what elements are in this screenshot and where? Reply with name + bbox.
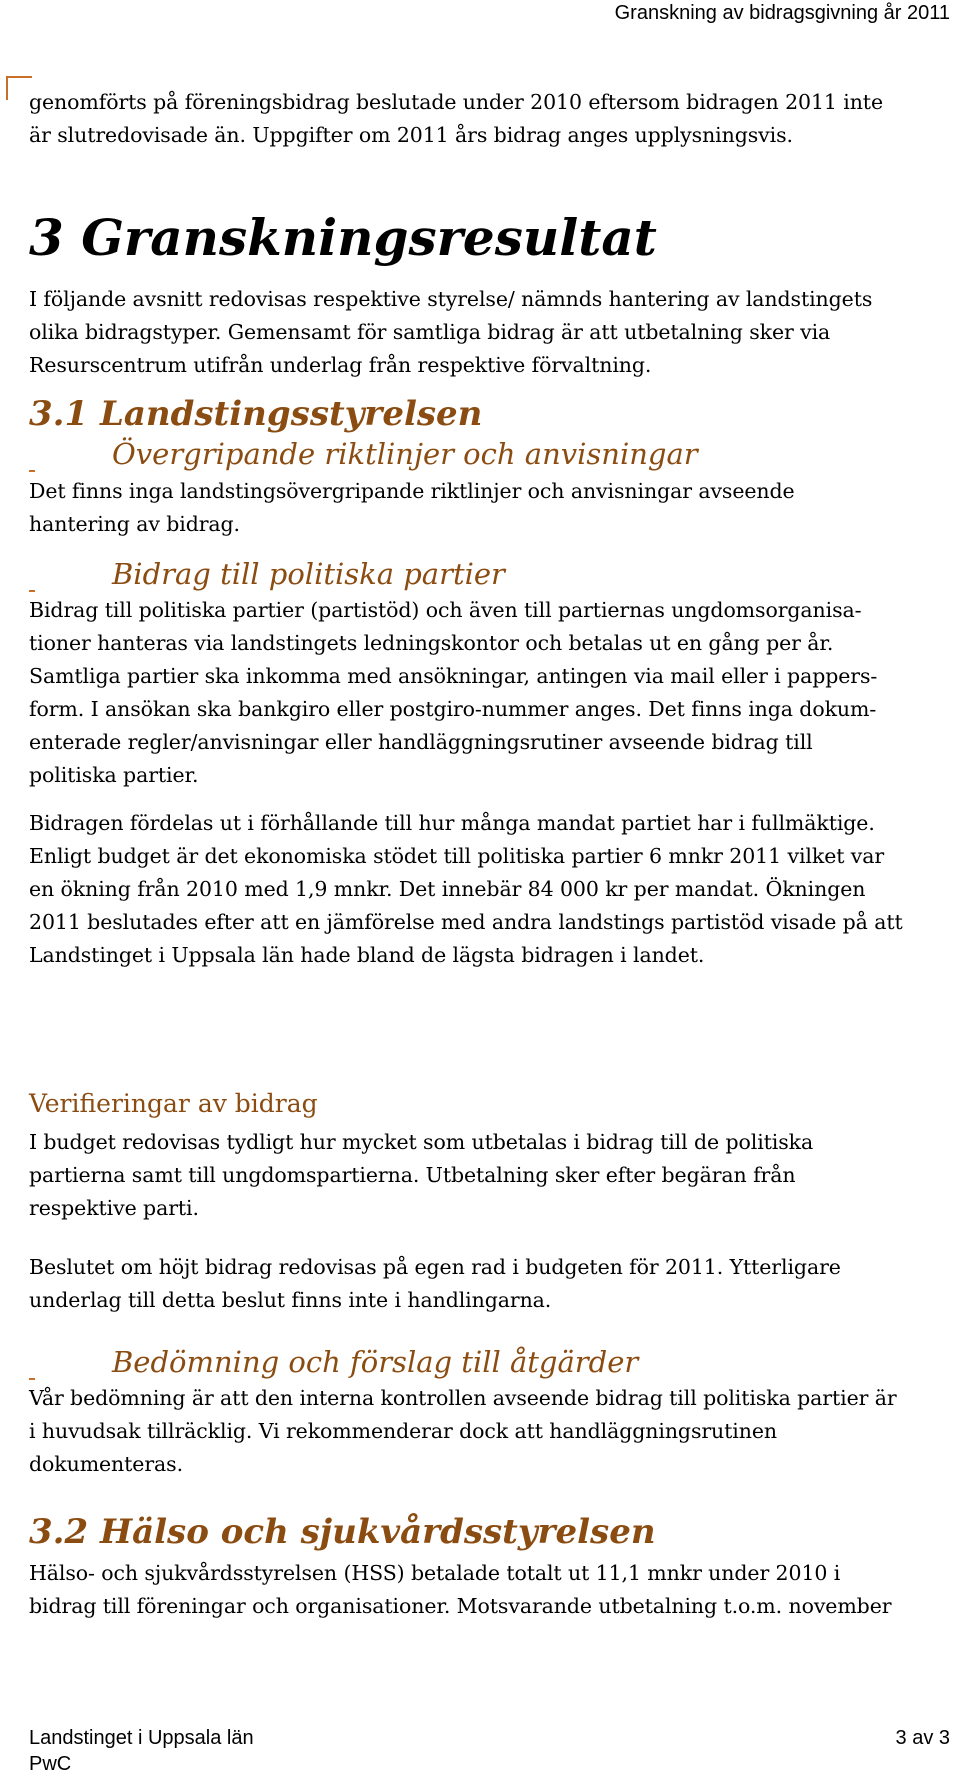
heading-text: Bedömning och förslag till åtgärder [112, 1345, 639, 1379]
subsection-bedomning [29, 1342, 959, 1382]
paragraph-line: Enligt budget är det ekonomiska stödet till politiska partier 6 mnkr 2011 vilket var [29, 844, 885, 868]
section-3-2 [29, 1510, 959, 1554]
heading-marker [29, 470, 35, 472]
footer-organization: Landstinget i Uppsala län [29, 1727, 254, 1749]
paragraph-line: hantering av bidrag. [29, 512, 240, 536]
intro-paragraph [29, 86, 959, 152]
section-3-heading: 3 Granskningsresultat [29, 208, 657, 267]
partier-paragraph-1 [29, 594, 959, 792]
verifieringar-heading: Verifieringar av bidrag [29, 1089, 318, 1118]
paragraph-line: Det finns inga landstingsövergripande riktlinjer och anvisningar avseende [29, 479, 795, 503]
footer-page-number: 3 av 3 [895, 1727, 950, 1749]
subsection-partier-heading [29, 554, 959, 594]
heading-marker [29, 1378, 35, 1380]
intro-line: är slutredovisade än. Uppgifter om 2011 års bidrag anges upplysningsvis. [29, 123, 793, 147]
paragraph-line: dokumenteras. [29, 1452, 183, 1476]
section-3 [29, 208, 959, 268]
bedomning-paragraph [29, 1382, 959, 1481]
subsection-partier [29, 554, 959, 594]
paragraph-line: Hälso- och sjukvårdsstyrelsen (HSS) betalade totalt ut 11,1 mnkr under 2010 i [29, 1561, 841, 1585]
section-3-1-heading: 3.1 Landstingsstyrelsen [29, 394, 483, 434]
paragraph-line: respektive parti. [29, 1196, 199, 1220]
page-footer [29, 1727, 950, 1750]
paragraph-line: form. I ansökan ska bankgiro eller postgiro-nummer anges. Det finns inga dokum- [29, 697, 877, 721]
paragraph-line: I följande avsnitt redovisas respektive styrelse/ nämnds hantering av landstingets [29, 287, 873, 311]
paragraph-line: en ökning från 2010 med 1,9 mnkr. Det innebär 84 000 kr per mandat. Ökningen [29, 877, 866, 901]
verifieringar-paragraph-2 [29, 1251, 959, 1317]
section-3-2-heading: 3.2 Hälso och sjukvårdsstyrelsen [29, 1512, 656, 1552]
subsection-riktlinjer [29, 434, 959, 474]
heading-marker [29, 590, 35, 592]
footer-company-row [29, 1753, 950, 1776]
paragraph-line: Samtliga partier ska inkomma med ansökningar, antingen via mail eller i pappers- [29, 664, 878, 688]
section-3-paragraph [29, 283, 959, 382]
section-3-1 [29, 392, 959, 436]
paragraph-line: enterade regler/anvisningar eller handläggningsrutiner avseende bidrag till [29, 730, 813, 754]
intro-line: genomförts på föreningsbidrag beslutade under 2010 eftersom bidragen 2011 inte [29, 90, 883, 114]
footer-company: PwC [29, 1753, 72, 1775]
verifieringar-paragraph-1 [29, 1126, 959, 1225]
subsection-riktlinjer-heading [29, 434, 959, 474]
section-3-2-paragraph [29, 1557, 959, 1623]
subsection-bedomning-heading [29, 1342, 959, 1382]
paragraph-line: Vår bedömning är att den interna kontrollen avseende bidrag till politiska partier är [29, 1386, 897, 1410]
paragraph-line: I budget redovisas tydligt hur mycket som utbetalas i bidrag till de politiska [29, 1130, 814, 1154]
paragraph-line: Bidragen fördelas ut i förhållande till hur många mandat partiet har i fullmäktige. [29, 811, 875, 835]
riktlinjer-paragraph [29, 475, 959, 541]
paragraph-line: 2011 beslutades efter att en jämförelse med andra landstings partistöd visade på att [29, 910, 903, 934]
paragraph-line: Landstinget i Uppsala län hade bland de lägsta bidragen i landet. [29, 943, 705, 967]
paragraph-line: Resurscentrum utifrån underlag från respektive förvaltning. [29, 353, 652, 377]
running-header-title: Granskning av bidragsgivning år 2011 [614, 2, 950, 24]
paragraph-line: olika bidragstyper. Gemensamt för samtliga bidrag är att utbetalning sker via [29, 320, 831, 344]
partier-paragraph-2 [29, 807, 959, 972]
paragraph-line: underlag till detta beslut finns inte i handlingarna. [29, 1288, 552, 1312]
paragraph-line: i huvudsak tillräcklig. Vi rekommenderar dock att handläggningsrutinen [29, 1419, 777, 1443]
paragraph-line: Bidrag till politiska partier (partistöd) och även till partiernas ungdomsorganisa- [29, 598, 862, 622]
heading-text: Övergripande riktlinjer och anvisningar [112, 437, 698, 471]
paragraph-line: bidrag till föreningar och organisationer. Motsvarande utbetalning t.o.m. november [29, 1594, 892, 1618]
paragraph-line: partierna samt till ungdomspartierna. Utbetalning sker efter begäran från [29, 1163, 796, 1187]
paragraph-line: politiska partier. [29, 763, 199, 787]
subsection-verifieringar [29, 1086, 959, 1122]
paragraph-line: Beslutet om höjt bidrag redovisas på egen rad i budgeten för 2011. Ytterligare [29, 1255, 841, 1279]
heading-text: Bidrag till politiska partier [112, 557, 505, 591]
paragraph-line: tioner hanteras via landstingets ledningskontor och betalas ut en gång per år. [29, 631, 834, 655]
